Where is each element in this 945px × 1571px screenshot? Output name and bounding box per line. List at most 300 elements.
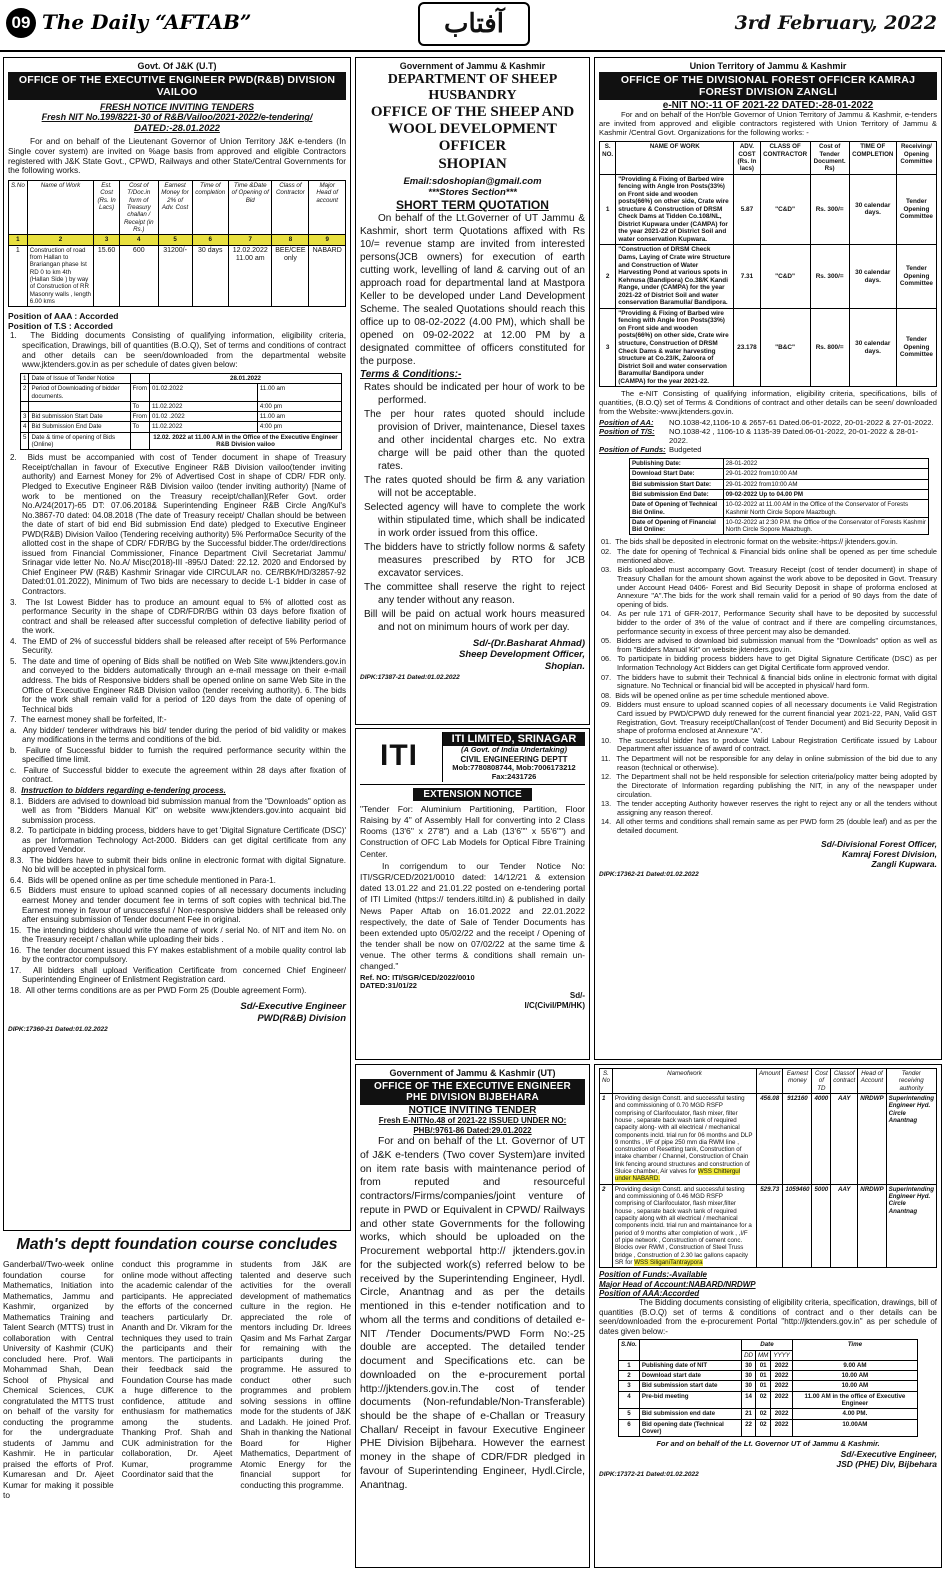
schedule-cell: 28.01.2022 — [149, 373, 341, 383]
schedule-cell: 6 — [619, 1419, 640, 1437]
condition-item: 16. The tender document issued this FY makes establishment of a mobile quality control lab by the contractor compulsory. — [10, 945, 346, 965]
ts-status: Position of T.S : Accorded — [8, 321, 113, 332]
schedule-cell: 11.00 AM in the office of Executive Engineer — [792, 1391, 917, 1409]
funds-position: Position of Funds: Budgeted — [599, 445, 702, 454]
table-header: S. NO. — [600, 142, 616, 174]
work-text: Providing design Constt. and successful testing and commissioning of 0.70 MGD RSFP comprising of Clarifoculator, flash mixer, filter house , separate back wash tank of required capacity along- with all electrical / mechanical components incld. trial run for 06 months and DLP 9 months , I/F of pipe 250 mm dia RWM line , construction of Resetting tank, Construction of intake chamber / Channel, Construction of Chain link fencing around structures and construction of Sluice chamber, Air valves for — [614, 1094, 753, 1176]
iti-logo: ITI — [380, 739, 418, 772]
office-banner: OFFICE OF THE EXECUTIVE ENGINEER PWD(R&B) DIVISION VAILOO — [8, 72, 346, 100]
schedule-cell: 29-01-2022 from10:00 AM — [723, 479, 928, 489]
schedule-row — [630, 489, 929, 499]
table-cell: BEE/CEE only — [272, 245, 309, 307]
schedule-cell: 11.02.2022 — [149, 422, 257, 432]
schedule-cell: Bid submission end date — [639, 1409, 741, 1419]
table-row — [600, 1093, 937, 1184]
schedule-row — [21, 401, 342, 411]
phe-tender-ad-left — [355, 1064, 590, 1568]
notice-title: EXTENSION NOTICE — [413, 788, 531, 801]
schedule-row — [630, 479, 929, 489]
condition-item: c. Failure of Successful bidder to execute the agreement within 28 days after fixation of contract. — [10, 765, 346, 785]
table-cell: Rs. 300/= — [810, 174, 849, 245]
dipk-number: DIPK:17362-21 Dated:01.02.2022 — [599, 870, 699, 878]
schedule-cell: Publishing Date: — [630, 458, 724, 468]
column-number: 1 — [9, 235, 28, 245]
schedule-cell: 10.00AM — [792, 1419, 917, 1437]
iti-extension-ad — [355, 728, 590, 1060]
schedule-cell: Date of Opening of Financial Bid Online: — [630, 517, 724, 535]
schedule-cell: 2 — [21, 384, 29, 402]
funds-status: Position of Funds:-Available — [599, 1270, 708, 1280]
schedule-cell — [29, 401, 130, 411]
condition-item: a. Any bidder/ tenderer withdraws his bid/ tender during the period of bid validity or makes any modifications in the terms and conditions of the bid. — [10, 725, 346, 745]
fax-number: Fax:2431726 — [491, 772, 537, 782]
nit-number: Fresh NIT No.199/8221-30 of R&B/Vailoo/2021-2022/e-tendering/ — [41, 112, 313, 123]
phe-schedule-table: S.No. Date Time DD MM YYYY 1 Publishing date of NIT 30 01 2022 9.00 AM 2 Download start date 30 01 2022 10.00 AM 3 Bid submission start date 30 01 2022 10.00 AM 4 Pre-bid meeting 14 02 2022 11.00 AM in the office of Executive Engineer 5 Bid submission end date 21 02 2022 4.00 PM. 6 Bid opening date (Technical Cover) 22 02 2022 10.00AM — [618, 1339, 918, 1437]
column-number: 3 — [94, 235, 120, 245]
schedule-cell: Bid submission start date — [639, 1381, 741, 1391]
article-column-2: conduct this programme in online mode without affecting the academic calendar of the participants. He appreciated the efforts of the concerned teachers particularly Dr. Ananth and Dr. Vikram for the techniques they used to train the participants and their mentors. The participants in their feedback said the Foundation Course has made a huge difference to the confidence, attitude and enthusiasm for mathematics among the students. Thanking Prof. Shah and CUK administration for the collaboration, Dr. Ajeet Kumar, programme Coordinator said that the — [121, 1259, 233, 1479]
article-headline: Math's deptt foundation course concludes — [16, 1236, 338, 1253]
terms-item: Bill will be paid on actual work hours measured and not on minimum hours of work per day. — [364, 609, 585, 634]
table-cell: 456.08 — [757, 1093, 783, 1184]
condition-item: 8.2. To participate in bidding process, bidders have to get 'Digital Signature Certificate (DSC)' as per Information Technology Act-2000. Bidders can get digital certificate from any approved Vendor. — [10, 826, 346, 855]
schedule-cell: 09-02-2022 Up to 04.00 PM — [723, 489, 928, 499]
schedule-cell: 02 — [756, 1419, 771, 1437]
signatory-name: Sd/-(Dr.Basharat Ahmad) — [472, 638, 585, 650]
head-of-account: Major Head of Account:NABARD/NRDWP — [599, 1279, 756, 1289]
table-cell: 4000 — [812, 1093, 831, 1184]
mobile-numbers: Mob:7780808744, Mob:7006173212 — [452, 763, 576, 773]
work-text: Providing design Constt. and successful testing and commissioning of 0.46 MGD RSFP comprising of Clarifoculator, flash mixer,filter house , separate back wash tank of required capacity along with all electrical / mechanical components incld. trial run and maintainance for a period of 9 months after completion of work , ,I/F of pipe network , Construction of cement conc. Blocks over RWM , Construction of Steel Truss bridge , Construction of 2.30 lac gallons capacity SR for — [614, 1185, 752, 1266]
schedule-row — [21, 373, 342, 383]
schedule-row — [619, 1419, 918, 1437]
schedule-row — [619, 1371, 918, 1381]
schedule-cell: Download Start Date: — [630, 469, 724, 479]
masthead — [0, 0, 945, 52]
table-header: Earnest money — [783, 1069, 812, 1094]
schedule-cell: 2022 — [771, 1409, 793, 1419]
condition-item: 08. Bids will be opened online as per time schedule mentioned above. — [601, 690, 829, 700]
terms-item: Rates should be indicated per hour of work to be performed. — [364, 382, 585, 407]
schedule-cell: Bid submission End Date: — [630, 489, 724, 499]
table-cell: 2 — [600, 1184, 613, 1267]
schedule-cell: Download start date — [639, 1371, 741, 1381]
schedule-cell: 2022 — [771, 1360, 793, 1370]
condition-item: 01. The bids shall be deposited in electronic format on the website:-https:// jktenders.gov.in. — [601, 537, 898, 547]
table-header: ADV. COST (Rs. In lacs) — [734, 142, 760, 174]
condition-item: 6.5 Bidders must ensure to upload scanned copies of all necessary documents including earnest Money and tender document fee in terms of soft copies with technical bid.The Earnest money in favour of unsuccessful / Non-responsive bidders shall be released only after ensuing submission of Tender document Fee in original. — [10, 886, 346, 925]
schedule-cell: 10.00 AM — [792, 1371, 917, 1381]
works-table — [8, 180, 346, 307]
phe-tender-ad-right — [594, 1064, 942, 1568]
reference-number: Ref. NO: ITI/SGR/CED/2022/0010 — [360, 972, 475, 982]
forest-works-table — [599, 141, 937, 387]
intro-paragraph: For and on behalf of the Hon'ble Governor of Union Territory of Jammu & Kashmir, e-tenders are invited from approved and eligible contractors registered with Union Territory of Jammu & Kashmir /Central Govt. Organizations for the following works: - — [599, 110, 937, 138]
table-cell: AAY — [831, 1184, 858, 1267]
table-row — [600, 245, 937, 308]
schedule-cell: 2022 — [771, 1391, 793, 1409]
schedule-cell: From — [130, 412, 149, 422]
table-cell: Superintending Engineer Hyd. Circle Anantnag — [886, 1093, 936, 1184]
table-cell: "Providing & Fixing of Barbed wire fencing with Angle Iron Posts(33%) on Front side and wooden posts(66%) on other side, Crate wire structure, Construction of DRSM Check Dams & water harvesting structure at Co.23/K, Zaloora of District Soil and water conservation Baramulla/ Bandipora under (CAMPA) for the year 2021-22. — [616, 308, 734, 386]
table-cell: Rs. 800/= — [810, 308, 849, 386]
condition-item: 17. All bidders shall upload Verification Certificate from concerned Chief Engineer/ Superintending Engineer of Enlistment Registration card. — [10, 965, 346, 985]
table-cell: "C&D" — [760, 174, 810, 245]
condition-item: 03. Bids uploaded must accompany Govt. Treasury Receipt (cost of tender document) in shape of Treasury Challan for the amount shown against the work above to be deposited in Govt. Treasury under Account Head 0406- Forest and Bid Security Deposit in shape of proforma enclosed at Annexure "A".The bids for the work shall remain valid for a period of 90 days from the date of opening of bids. — [601, 565, 938, 609]
schedule-cell: 30 — [742, 1381, 756, 1391]
page-number: 09 — [6, 8, 36, 38]
signatory: I/C(Civil/PM/HK) — [524, 1000, 585, 1010]
work-cell — [612, 1093, 756, 1184]
issue-date: 3rd February, 2022 — [734, 12, 937, 34]
column-number: 2 — [27, 235, 93, 245]
quotation-title: SHORT TERM QUOTATION — [396, 198, 549, 213]
terms-item: Selected agency will have to complete the work within stipulated time, which shall be indicated in work order issued from this office. — [364, 502, 585, 540]
table-cell: NABARD — [309, 245, 346, 307]
office-place: SHOPIAN — [438, 155, 507, 172]
column-number: 7 — [229, 235, 272, 245]
aa-position: Position of AA: NO.1038-42,1106-10 & 2657-61 Dated.06-01-2022, 20-01-2022 & 27-01-2022. — [599, 418, 934, 428]
reference-date: DATED:31/01/22 — [360, 981, 417, 991]
schedule-cell: Bid Submission End Date — [29, 422, 130, 432]
table-header: Tender receiving authority — [886, 1069, 936, 1094]
schedule-cell: 5 — [619, 1409, 640, 1419]
table-header: Head of Account — [858, 1069, 886, 1094]
office-banner: OFFICE OF THE DIVISIONAL FOREST OFFICER KAMRAJ FOREST DIVISION ZANGLI — [599, 72, 937, 100]
table-header: Classof contract — [831, 1069, 858, 1094]
table-header: Cost of TD — [812, 1069, 831, 1094]
condition-item: 18. All other terms conditions are as per PWD Form 25 (Double agreement Form). — [10, 985, 307, 995]
schedule-row — [21, 384, 342, 402]
table-header: Class of Contractor — [272, 181, 309, 235]
table-cell: 15.60 — [94, 245, 120, 307]
table-cell: 30 calendar days. — [849, 245, 896, 308]
pwd-tender-ad — [3, 57, 351, 1231]
schedule-cell: To — [130, 401, 149, 411]
table-cell: "B&C" — [760, 308, 810, 386]
gov-line: Government of Jammu & Kashmir (UT) — [389, 1068, 556, 1078]
table-cell: "Construction of DRSM Check Dams, Laying of Crate wire Structure and Construction of Water Harvesting Pond at various spots in Kehnusa (Bandipora) Co.38/K Kandi Range, under (CAMPA) for the year 2021-22 of District Soil and water conservation Baramulla/ Bandipora. — [616, 245, 734, 308]
schedule-cell: 01 — [756, 1381, 771, 1391]
nit-number: Fresh E-NITNo.48 of 2021-22 ISSUED UNDER NO: PHB/:9761-86 Dated:29.01.2022 — [378, 1116, 567, 1135]
schedule-cell: Pre-bid meeting — [639, 1391, 741, 1409]
signatory-office: JSD (PHE) Div, Bijbehara — [836, 1459, 937, 1470]
schedule-cell: 2022 — [771, 1371, 793, 1381]
condition-item: 4. The EMD of 2% of successful bidders shall be released after receipt of 5% Performance Security. — [10, 636, 346, 656]
corrigendum-text: In corrigendum to our Tender Notice No: ITI/SGR/CED/2021/0010 dated: 14/12/21 & extension dated 13.01.22 and 21.01.22 posted on e-tendering portal of ITI Limited (https:// tenders.itiltd.in) & published in daily News Paper Aftab on 16.01.2022 and 22.01.2022 respectively, the date of Sale of Tender Documents has been extended upto 05/02/22 and the receipt / Opening of the tender shall be now on 07/02/22 at the same time & venue. The other terms & conditions shall remain un-changed." — [360, 860, 585, 972]
condition-item: 04. As per rule 171 of GFR-2017, Performance Security shall have to be deposited by successful bidder to the order of 3% of the value of contract and if there are compelling circumstances, performance security in excess of three percent may also be demanded. — [601, 609, 937, 636]
article-column-3: students from J&K are talented and deserve such activities for the overall development of mathematics culture in the region. He appreciated the role of mentors including Dr. Idrees Qasim and Ms Farhat Zargar for remaining with the participants during the programme. He assured to conduct other such programmes and problem solving sessions in offline mode for the students of J&K and Ladakh. He joined Prof. Shah in thanking the National Board for Higher Mathematics, Department of Atomic Energy for the financial support for conducting this programme. — [240, 1259, 351, 1490]
schedule-cell: Date of Opening of Technical Bid Online. — [630, 500, 724, 518]
terms-item: The bidders have to strictly follow norms & safety measures prescribed by RTO for JCB excavator services. — [364, 542, 585, 580]
schedule-cell: 01 — [756, 1360, 771, 1370]
table-cell: 30 calendar days. — [849, 174, 896, 245]
condition-item: 8. Instruction to bidders regarding e-tendering process. — [10, 785, 226, 795]
schedule-cell: 30 — [742, 1360, 756, 1370]
dipk-number: DIPK:17387-21 Dated:01.02.2022 — [360, 673, 460, 681]
table-cell: 12.02.2022 11.00 am — [229, 245, 272, 307]
schedule-row — [619, 1391, 918, 1409]
schedule-cell: 21 — [742, 1409, 756, 1419]
terms-item: The committee shall reserve the right to reject any tender without any reason. — [364, 582, 585, 607]
table-header: Cost of T/Doc.in form of Treasury challan / Receipt (in Rs.) — [119, 181, 158, 235]
schedule-cell: 4.00 PM. — [792, 1409, 917, 1419]
table-cell: 30 days — [192, 245, 229, 307]
condition-item: 10. The successful bidder has to produce Valid Labour Registration Certificate issued by Labour Department after issuance of award of contract. — [601, 735, 937, 754]
signature: Sd/- — [569, 991, 585, 1001]
schedule-cell: 02 — [756, 1391, 771, 1409]
schedule-cell: 4 — [21, 422, 29, 432]
table-cell: 1 — [9, 245, 28, 307]
schedule-row — [630, 469, 929, 479]
table-row — [600, 308, 937, 386]
table-cell: 7.31 — [734, 245, 760, 308]
schedule-cell — [130, 432, 149, 450]
department: CIVIL ENGINEERING DEPTT — [460, 754, 568, 764]
table-header: Name of Work — [27, 181, 93, 235]
table-header: CLASS OF CONTRACTOR — [760, 142, 810, 174]
section-name: ***Stores Section*** — [428, 187, 517, 198]
email: Email:sdoshopian@gmail.com — [403, 175, 542, 187]
condition-item: 09. Bidders must ensure to upload scanned copies of all necessary documents i.e Valid Registration Card issued by PWD/CPWD duly renewed for the current financial year 2021-22, PAN, Valid GST Registration, Govt. Treasury receipt/Challan(cost of Tender Document) and Bid Security Deposit in shape of proforma enclosed at Annexure "A". — [601, 700, 937, 736]
signatory: Sd/-Executive Engineer, — [840, 1449, 937, 1460]
schedule-cell — [21, 401, 29, 411]
forest-schedule-table — [629, 458, 929, 536]
condition-item: 15. The intending bidders should write the name of work / serial No. of NIT and item No. on the Treasury receipt / challan while uploading their bids . — [10, 925, 346, 945]
condition-item: 11. The Department will not be responsible for any delay in online submission of the bid due to any reason (technical or otherwise). — [601, 754, 937, 772]
work-scheme: WSS SiliganiTantraypora — [634, 1258, 703, 1266]
aaa-status: Position of AAA : Accorded — [8, 311, 119, 322]
schedule-row — [630, 458, 929, 468]
table-cell: Rs. 300/= — [810, 245, 849, 308]
terms-item: The per hour rates quoted should include provision of Driver, maintenance, Diesel taxes and other incidental charges etc. No extra charge will be paid other than the quoted rates. — [364, 409, 585, 473]
notice-title: FRESH NOTICE INVITING TENDERS — [99, 101, 254, 112]
schedule-cell: 01.02 .2022 — [149, 412, 257, 422]
table-cell: Construction of road from Hallan to Brariangan phase Ist RD 0 to km 4th (Hallan Side ) by way of Construction of RR Masonry walls , length 6.00 kms — [27, 245, 93, 307]
condition-item: 5. The date and time of opening of Bids shall be notified on Web Site www.jktenders.gov.in and conveyed to the bidders automatically through an e-mail message on their e-mail address. The bids of Responsive bidders shall be opened online on same Web Site in the Office of Executive Engineer R&B Division vailoo (tender receiving authority). 6. The bids for the work shall remain valid for a period of 120 days from the date of opening of Technical bids — [10, 656, 346, 714]
table-cell: 912160 — [783, 1093, 812, 1184]
column-number: 9 — [309, 235, 346, 245]
schedule-cell: 28-01-2022 — [723, 458, 928, 468]
table-cell: 31200/- — [158, 245, 192, 307]
table-cell: 529.73 — [757, 1184, 783, 1267]
table-header: Major Head of account — [309, 181, 346, 235]
work-scheme: WSS Chittergul under NABARD. — [614, 1168, 741, 1183]
condition-item: 02. The date for opening of Technical & Financial bids online shall be opened as per time schedule mentioned above. — [601, 547, 937, 565]
table-cell: 5000 — [812, 1184, 831, 1267]
condition-item: 6.4. Bids will be opened online as per time schedule mentioned in Para-1. — [10, 875, 276, 885]
table-header: Nameofwork — [612, 1069, 756, 1094]
table-header: Time &Date of Opening of Bid — [229, 181, 272, 235]
table-cell: 30 calendar days. — [849, 308, 896, 386]
schedule-cell: Date of Issue of Tender Notice — [29, 373, 130, 383]
schedule-cell: 10.00 AM — [792, 1381, 917, 1391]
schedule-row — [619, 1409, 918, 1419]
condition-item: b. Failure of Successful bidder to furnish the required performance security within the specified time limit. — [10, 745, 346, 765]
schedule-cell: 4:00 pm — [257, 422, 341, 432]
table-cell: 600 — [119, 245, 158, 307]
signatory-title: Sheep Development Officer, — [458, 649, 585, 661]
schedule-row — [630, 517, 929, 535]
ts-position: Position of T/S: NO.1038-42 , 1106-10 & 1135-39 Dated.06-01-2022, 20-01-2022 & 28-01-2022. — [599, 427, 919, 446]
office-line-2: WOOL DEVELOPMENT OFFICER — [388, 121, 557, 155]
schedule-cell: 3 — [21, 412, 29, 422]
aaa-status: Position of AAA:Accorded — [599, 1289, 700, 1298]
signatory-place: Shopian. — [544, 660, 585, 672]
schedule-cell: Publishing date of NIT — [639, 1360, 741, 1370]
office-banner: OFFICE OF THE EXECUTIVE ENGINEER PHE DIVISION BIJBEHARA — [360, 1079, 585, 1105]
condition-item: 12. The Department shall not be held responsible for selection criteria/policy matter being adopted by the Directorate of Information regarding publishing the NIT, in any of the newspaper under circulation. — [601, 772, 937, 799]
table-header: Time of completion — [192, 181, 229, 235]
enit-paragraph: The e-NIT Consisting of qualifying information, eligibility criteria, specifications, bills of quantities, (B.O.Q) set of Terms & Conditions of contract and other details can be seen/ downloaded from the Website:-www.jktenders.gov.in. — [599, 389, 937, 417]
schedule-cell: 11.00 am — [257, 412, 341, 422]
terms-list — [360, 381, 585, 634]
schedule-cell: 01.02.2022 — [149, 384, 257, 402]
gov-line: Union Territory of Jammu & Kashmir — [689, 61, 847, 71]
schedule-cell: 2 — [619, 1371, 640, 1381]
condition-item: 8.1. Bidders are advised to download bid submission manual from the "Downloads" option as well as from "Bidders Manual Kit" on website www.jktenders.gov.into acquaint bid submission process. — [10, 796, 347, 825]
schedule-cell: 4:00 pm — [257, 401, 341, 411]
schedule-cell: 01 — [756, 1371, 771, 1381]
condition-item: 2. Bids must be accompanied with cost of Tender document in shape of Treasury Receipt/challan in favour of Executive Engineer R&B Division vailoo(tender inviting authority) and Earnest Money for 2% of Advertised Cost in shape of CDR/ FDR only. Pledged to Executive Engineer R&B Division vailoo (tender inviting authority) [Name of work to be mentioned on the Treasury receipt/challan](Refer Govt. order No.A/24(2017)-65 DT: 07.06.2018& Superintending Engineer R&B Circle Ang/Kul's No.3867-70 dated: 04.08.2018 (The date of Treasury receipt/ Challan should be between the date of start of bid end Bid submission End date) pledged to Executive Engineer PWD(R&B) Division Vailoo (Tendering receiving authority) 5% Performa0ce Security of the allotted cost in the shape of CDR/ FDR/BG by the Successful bidder.The order/directions issued from Financial Commissioner, Finance Department Civil Secretariat Jammu/ Srinagar vide letter No. No.A/ Misc(2018)-III -895/J Dated: 22.12. 2020 and Endorsed by Chief Engineer PW (R&B) Kashmir Srinagar vide CIRCULAR no. CE/RBK/HD/32857-92 Dated:01.01.2022), Minimum of Two bids are necessary to decide L-1 bidder in case of Contractors. — [10, 453, 346, 597]
table-header: Cost of Tender Document. Rs) — [810, 142, 849, 174]
schedule-cell: 12.02. 2022 at 11.00 A.M in the Office of the Executive Engineer R&B Division vailoo — [149, 432, 341, 450]
condition-item: 06. To participate in bidding process bidders have to get Digital Signature Certificate (DSC) as per Information Technology Act Bidders can get Digital Certificate form approved vendor. — [601, 654, 937, 672]
company-subtitle: (A Govt. of India Undertaking) — [461, 745, 567, 754]
condition-item: 05. Bidders are advised to download bid submission manual from the "Downloads" option as well as from "Bidders Manual Kit" on website jktenders.gov.in. — [601, 636, 937, 654]
work-cell — [612, 1184, 756, 1267]
table-header: TIME OF COMPLETION — [849, 142, 896, 174]
schedule-cell: Period of Downloading of bidder documents. — [29, 384, 130, 402]
table-cell: 5.87 — [734, 174, 760, 245]
gov-line: Government of Jammu & Kashmir — [399, 61, 546, 71]
table-cell: 3 — [600, 308, 616, 386]
schedule-cell: 11.02.2022 — [149, 401, 257, 411]
signatory: Sd/-Divisional Forest Officer, — [820, 838, 937, 849]
terms-heading: Terms & Conditions:- — [360, 369, 462, 381]
column-number: 8 — [272, 235, 309, 245]
table-cell: Tender Opening Committee — [896, 174, 936, 245]
schedule-cell: 2022 — [771, 1381, 793, 1391]
table-cell: 1059460 — [783, 1184, 812, 1267]
schedule-row — [630, 500, 929, 518]
schedule-row — [21, 422, 342, 432]
para-1: 1. The Bidding documents Consisting of qualifying information, eligibility criteria, specification, Drawings, bill of quantities (B.O.Q), Set of terms and conditions of contract and other details can be seen/downloaded from the departmental website www.jktenders.gov.in as per schedule of dates given below: — [10, 331, 346, 370]
schedule-cell: Bid submission Start Date: — [630, 479, 724, 489]
schedule-cell: 11.00 am — [257, 384, 341, 402]
table-header: Receiving/ Opening Committee — [896, 142, 936, 174]
schedule-cell: 1 — [21, 373, 29, 383]
schedule-cell: 22 — [742, 1419, 756, 1437]
article-column-1: Ganderbal//Two-week online foundation course for Mathematics, Initiation into Mathematics, Jammu and Kashmir, organized by Mathematics Training and Talent Search (MTTS) trust in collaboration with Central University of Kashmir (CUK) concluded here. Prof. Wali Mohammad Shah, Dean School of Physical and Chemical Sciences, CUK congratulated the MTTS trust on behalf of the varsity for conducting the programme for the undergraduate students of Jammu and Kashmir. He in particular praised the efforts of Prof. Kumaresan and Dr. Ajeet Kumar for making it possible to — [3, 1259, 114, 1500]
office-line-1: OFFICE OF THE SHEEP AND — [370, 103, 575, 120]
table-row — [600, 1184, 937, 1267]
table-header: Amount — [757, 1069, 783, 1094]
table-header: S. No — [600, 1069, 613, 1094]
table-cell: Tender Opening Committee — [896, 245, 936, 308]
schedule-cell: 14 — [742, 1391, 756, 1409]
table-header: Earnest Money for 2% of Adv. Cost — [158, 181, 192, 235]
schedule-cell: 10-02-2022 at 11.00 AM in the Office of the Conservator of Forests Kashmir North Circle Sopore Maazbugh. — [723, 500, 928, 518]
table-cell: "C&D" — [760, 245, 810, 308]
schedule-row — [619, 1360, 918, 1370]
table-cell: 1 — [600, 1093, 613, 1184]
column-number: 6 — [192, 235, 229, 245]
condition-item: 13. The tender accepting Authority however reserves the right to reject any or all the tenders without assigning any reason thereof. — [601, 799, 937, 817]
schedule-cell: From — [130, 384, 149, 402]
conditions-list — [599, 538, 937, 835]
nit-number: e-NIT NO:-11 OF 2021-22 DATED:-28-01-2022 — [662, 99, 874, 111]
table-cell: 23.178 — [734, 308, 760, 386]
table-header: NAME OF WORK — [616, 142, 734, 174]
schedule-row — [21, 432, 342, 450]
table-cell: Superintending Engineer Hyd. Circle Anantnag — [886, 1184, 936, 1267]
dipk-number: DIPK:17360-21 Dated:01.02.2022 — [8, 1025, 108, 1033]
forest-tender-ad — [594, 57, 942, 1060]
schedule-table — [20, 373, 342, 451]
condition-item: 7. The earnest money shall be forfeited, If:- — [10, 715, 167, 725]
signatory-place: Zangli Kupwara. — [871, 858, 937, 869]
aftab-logo: آفتاب — [418, 2, 530, 46]
conditions-list — [8, 453, 346, 995]
notice-title: NOTICE INVITING TENDER — [408, 1104, 537, 1116]
condition-item: 14. All other terms and conditions shall remain same as per PWD form 25 (double leaf) and as per the detailed document. — [601, 817, 937, 835]
closing-line: For and on behalf of the Lt. Governor UT of Jammu & Kashmir. — [656, 1439, 880, 1449]
notice-body: For and on behalf of the Lt. Governor of UT of J&K e-tenders (Two cover System)are invited on item rate basis with maintenance period of from reputed and resourceful contractors/Firms/companies/joint venture of repute in PWD or Equivalent in CPWD/ Railways and other state Governments for the following works, which should be uploaded on the Procurement webportal http:// jktenders.gov.in for the subjected work(s) referred below to be received by the Superintending Engineer, Hydl. Circle, Anantnag and as per the details mentioned in this e-tender notification and to whom all the terms and conditions of detailed e-NIT /Tender Documents/PWD Form No:-25 double are accepted. The detailed tender document and Specifications etc. can be downloaded on the e-procurement portal http://jktenders.gov.in.The cost of tender documents (Non-refundable/Non-Transferable) should be the shape of e-Challan or Treasury Challan/ Receipt in favour Executive Engineer PHE Division Bijbehara. However the earnest money in the shape of CDR/FDR pledged in favour of Superintending Engineer, Hydl.Circle, Anantnag. — [360, 1136, 585, 1491]
schedule-row — [21, 412, 342, 422]
schedule-cell: 4 — [619, 1391, 640, 1409]
schedule-cell: To — [130, 422, 149, 432]
gov-line: Govt. Of J&K (U.T) — [137, 61, 217, 71]
newspaper-name: The Daily “AFTAB” — [42, 10, 252, 34]
schedule-cell — [130, 373, 149, 383]
table-row — [600, 174, 937, 245]
schedule-cell: 30 — [742, 1371, 756, 1381]
schedule-cell: 3 — [619, 1381, 640, 1391]
tender-description: "Tender For: Aluminium Partitioning, Partition, Floor Raising by 4" of Assembly Hall for converting into 2 Class Rooms (13'6" x 27'8") and a Lab (13'6"" x 55'6"") and Construction of OFC Lab Models for Optical Fibre Training Center. — [360, 803, 585, 859]
math-article — [3, 1236, 351, 1568]
company-name: ITI LIMITED, SRINAGAR — [443, 732, 585, 746]
quotation-body: On behalf of the Lt.Governer of UT Jammu & Kashmir, short term Quotations affixed with Rs 10/= revenue stamp are invited from interested persons(JCB owners) for execution of earth cutting work, levelling of land & carving out of an approach road for departmental land at Mastpora Keller to be developed under Land Development Scheme. The sealed Quotations should reach this office up to 08-02-2022 (4.00 PM), which shall be opened on 09-02-2022 at 12.00 PM by a designated committee of officers constituted for the purpose. — [360, 213, 585, 368]
nit-date: DATED:-28.01.2022 — [134, 122, 220, 134]
schedule-cell: 9.00 AM — [792, 1360, 917, 1370]
schedule-cell: 29-01-2022 from10:00 AM — [723, 469, 928, 479]
table-header: Est. Cost (Rs. In Lacs) — [94, 181, 120, 235]
terms-item: The rates quoted should be firm & any variation will not be acceptable. — [364, 475, 585, 500]
schedule-cell: Date & time of opening of Bids (Online) — [29, 432, 130, 450]
column-number: 4 — [119, 235, 158, 245]
signature-office: PWD(R&B) Division — [257, 1012, 346, 1024]
condition-item: 07. The bidders have to submit their Technical & financial bids online in electronic format with digital signature. No Technical or financial bid will be accepted in physical/ hard form. — [601, 672, 937, 691]
signature-line: Sd/-Executive Engineer — [240, 1001, 346, 1013]
phe-works-table — [599, 1068, 937, 1268]
table-cell: Tender Opening Committee — [896, 308, 936, 386]
column-number: 5 — [158, 235, 192, 245]
intro-paragraph: For and on behalf of the Lieutenant Governor of Union Territory J&K e-tenders (In Single cover system) are invited on %age basis from approved and eligible Contractors registered with J&K State Govt., CPWD, Railways and other State/Central Governments for the following works. — [8, 136, 346, 176]
schedule-cell: 02 — [756, 1409, 771, 1419]
department-name: DEPARTMENT OF SHEEP HUSBANDRY — [387, 71, 558, 103]
condition-item: 8.3. The bidders have to submit their bids online in electronic format with digital Signature. No bid will be accepted in physical form. — [10, 855, 347, 875]
table-cell: NRDWP — [858, 1093, 886, 1184]
schedule-cell: Bid opening date (Technical Cover) — [639, 1419, 741, 1437]
table-cell: NRDWP — [858, 1184, 886, 1267]
table-cell: AAY — [831, 1093, 858, 1184]
schedule-cell: Bid submission Start Date — [29, 412, 130, 422]
schedule-cell: 10-02-2022 at 2:30 P.M. the Office of the Conservator of Forests Kashmir North Circle Sopore Maazbugh. — [723, 517, 928, 535]
table-cell: 2 — [600, 245, 616, 308]
table-header: S.No — [9, 181, 28, 235]
table-cell: "Providing & Fixing of Barbed wire fencing with Angle Iron Posts(33%) on Front side and wooden posts(66%) on other side, Crate wire structure & Construction of DRSM Check Dams at Tidden Co.108/NL, District Kupwara under (CAMPA) for the year 2021-22 of District Soil and water conservation Kupwara. — [616, 174, 734, 245]
